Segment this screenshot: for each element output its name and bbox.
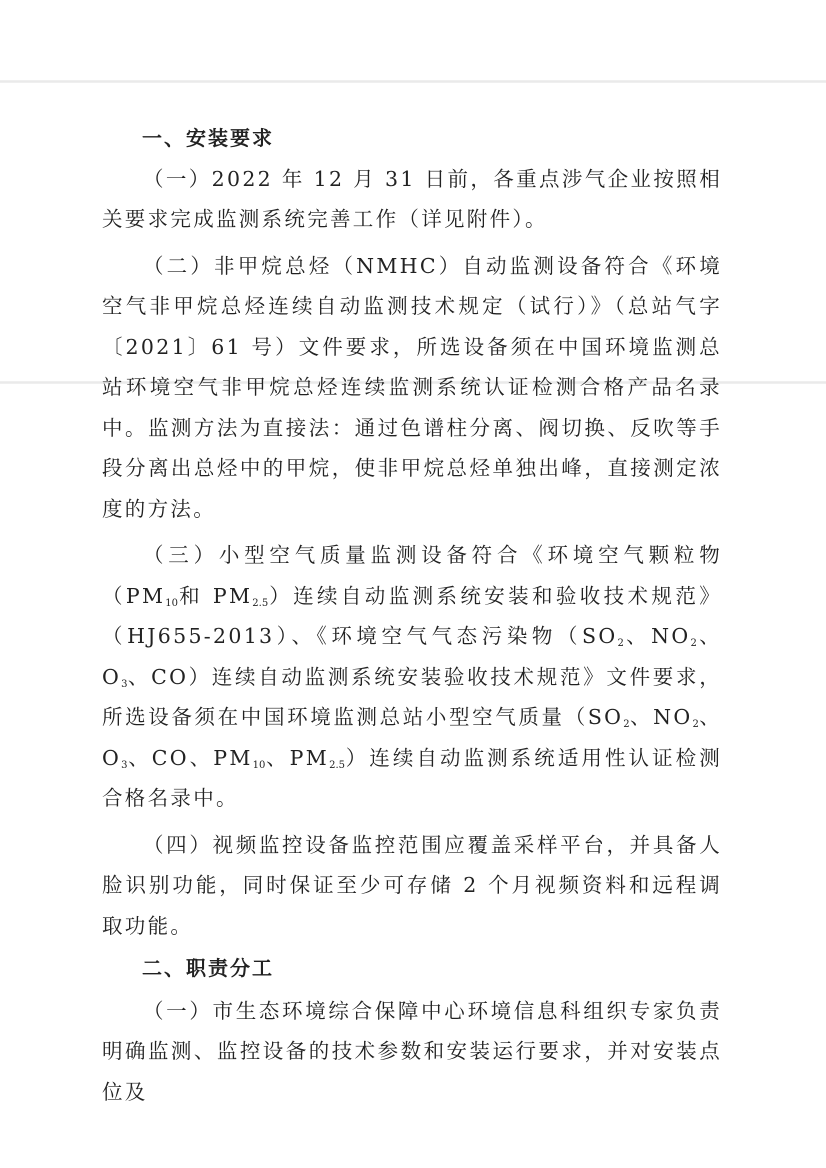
p3-text: 、CO、PM	[127, 745, 253, 770]
subscript: 10	[252, 759, 266, 771]
p3-text: 、NO	[623, 624, 691, 648]
p3-text: 、CO）连续自动监测系统安装验收技术规范》文件要求，所选设备须在中国环境监测总站小型空气质量（SO	[102, 664, 722, 729]
subscript: 10	[165, 597, 179, 609]
p3-text: ）连续自动监测系统适用性认证检测合格名录中。	[102, 745, 722, 810]
subscript: 2.5	[252, 597, 269, 609]
paragraph-4: （四）视频监控设备监控范围应覆盖采样平台，并具备人脸识别功能，同时保证至少可存储 2 个月视频资料和远程调取功能。	[102, 832, 722, 938]
p3-text: （三）小型空气质量监测设备符合《环境空气颗粒物（PM	[102, 543, 722, 608]
subscript: 2	[617, 638, 624, 649]
section-heading-duties: 二、职责分工	[142, 956, 274, 980]
document-body	[102, 118, 722, 1112]
paragraph-2: （二）非甲烷总烃（NMHC）自动监测设备符合《环境空气非甲烷总烃连续自动监测技术规定（试行）》（总站气字〔2021〕61 号）文件要求，所选设备须在中国环境监测总站环境空气非甲烷总烃连续监测系统认证检测合格产品名录中。监测方法为直接法：通过色谱柱分离、阀切换、反吹等手段分离出总烃中的甲烷，使非甲烷总烃单独出峰，直接测定浓度的方法。	[102, 253, 722, 521]
p3-text: 、NO	[629, 705, 693, 729]
p3-text: 和 PM	[178, 583, 253, 608]
scan-artifact-line	[0, 80, 826, 83]
subscript: 2.5	[329, 759, 345, 771]
p3-text: ）连续自动监测系统安装和验收技术规范》（HJ655-2013）、《环境空气气态污染物（SO	[102, 583, 722, 648]
p3-text: 、O	[102, 624, 722, 689]
paragraph-3	[102, 535, 722, 819]
p3-text: 、PM	[265, 745, 330, 770]
subscript: 3	[121, 759, 128, 771]
subscript: 2	[692, 719, 699, 730]
paragraph-1: （一）2022 年 12 月 31 日前，各重点涉气企业按照相关要求完成监测系统完善工作（详见附件）。	[102, 166, 722, 231]
section-heading-install: 一、安装要求	[142, 126, 274, 150]
p3-text: 、O	[102, 705, 722, 770]
subscript: 2	[623, 719, 630, 730]
subscript: 3	[121, 678, 128, 690]
subscript: 2	[690, 638, 697, 649]
paragraph-5: （一）市生态环境综合保障中心环境信息科组织专家负责明确监测、监控设备的技术参数和安装运行要求，并对安装点位及	[102, 998, 722, 1104]
